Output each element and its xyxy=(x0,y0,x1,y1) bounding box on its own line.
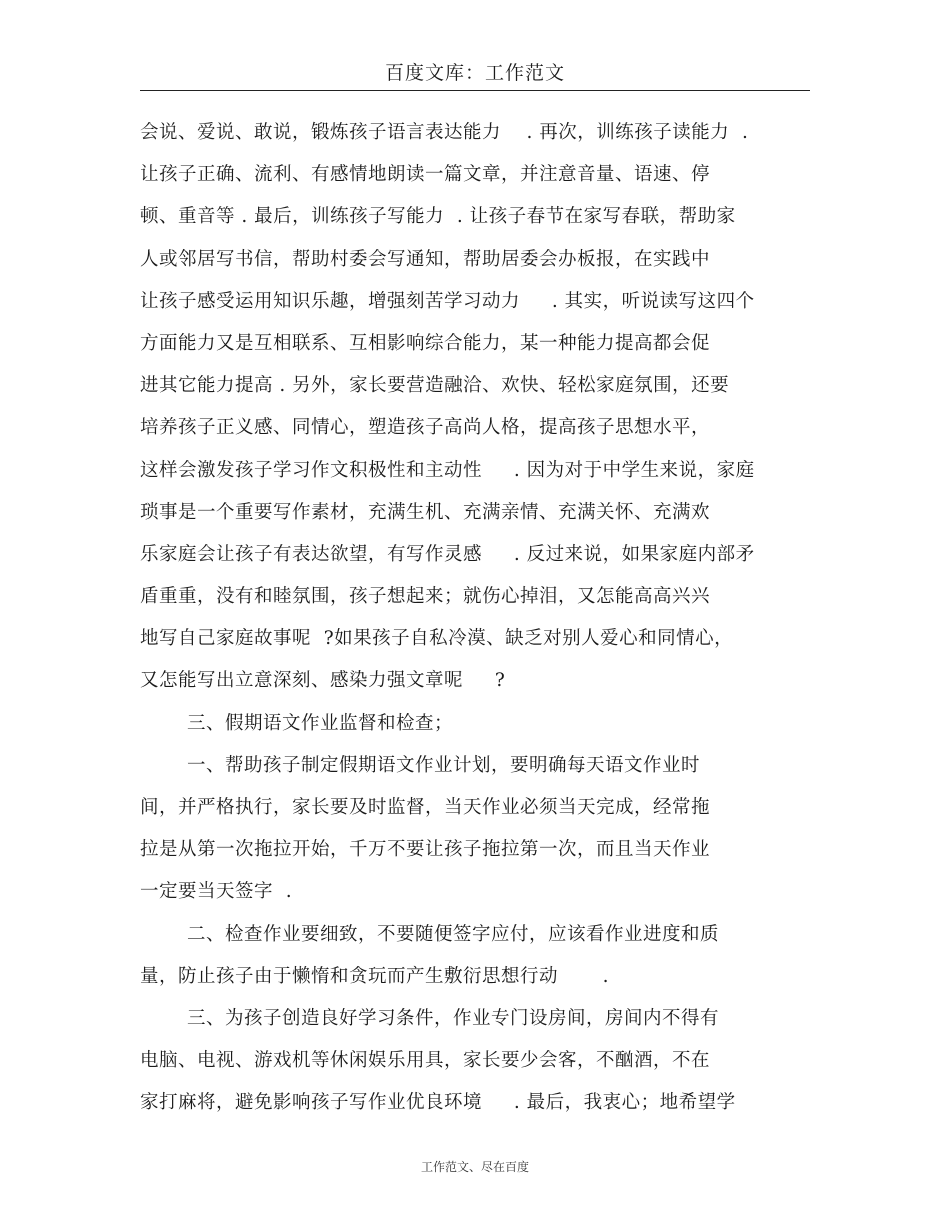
text-line: 顿、重音等 . 最后，训练孩子写能力 . 让孩子春节在家写春联，帮助家 xyxy=(140,206,736,228)
text-line: 盾重重，没有和睦氛围，孩子想起来；就伤心掉泪，又怎能高高兴兴 xyxy=(140,586,711,608)
text-line: 三、假期语文作业监督和检查； xyxy=(187,712,454,734)
text-line: 琐事是一个重要写作素材，充满生机、充满亲情、充满关怀、充满欢 xyxy=(140,501,711,523)
text-line: 一定要当天签字 . xyxy=(140,881,293,903)
document-body xyxy=(140,112,810,1125)
text-line: 家打麻将，避免影响孩子写作业优良环境 . 最后，我衷心；地希望学 xyxy=(140,1092,736,1114)
page-footer: 工作范文、尽在百度 xyxy=(420,1160,529,1174)
text-line: 进其它能力提高 . 另外，家长要营造融洽、欢快、轻松家庭氛围，还要 xyxy=(140,375,730,397)
text-line: 地写自己家庭故事呢 ?如果孩子自私冷漠、缺乏对别人爱心和同情心， xyxy=(140,628,734,650)
text-line: 间，并严格执行，家长要及时监督，当天作业必须当天完成，经常拖 xyxy=(140,797,711,818)
text-line: 培养孩子正义感、同情心，塑造孩子高尚人格，提高孩子思想水平， xyxy=(140,417,711,439)
page-header: 百度文库：工作范文 xyxy=(140,58,810,91)
text-line: 电脑、电视、游戏机等休闲娱乐用具，家长要少会客，不酗酒，不在 xyxy=(140,1050,711,1072)
text-line: 会说、爱说、敢说，锻炼孩子语言表达能力 . 再次，训练孩子读能力 . xyxy=(140,122,749,143)
text-line: 这样会激发孩子学习作文积极性和主动性 . 因为对于中学生来说，家庭 xyxy=(140,459,755,481)
text-line: 让孩子正确、流利、有感情地朗读一篇文章，并注意音量、语速、停 xyxy=(140,164,711,186)
text-line: 二、检查作业要细致，不要随便签字应付，应该看作业进度和质 xyxy=(187,923,720,945)
text-line: 人或邻居写书信，帮助村委会写通知，帮助居委会办板报，在实践中 xyxy=(140,248,711,270)
text-line: 又怎能写出立意深刻、感染力强文章呢 ? xyxy=(140,670,506,692)
text-line: 方面能力又是互相联系、互相影响综合能力，某一种能力提高都会促 xyxy=(140,332,711,354)
text-line: 让孩子感受运用知识乐趣，增强刻苦学习动力 . 其实，听说读写这四个 xyxy=(140,290,755,312)
text-line: 三、为孩子创造良好学习条件，作业专门设房间，房间内不得有 xyxy=(187,1007,720,1029)
text-line: 拉是从第一次拖拉开始，千万不要让孩子拖拉第一次，而且当天作业 xyxy=(140,839,711,861)
text-line: 量，防止孩子由于懒惰和贪玩而产生敷衍思想行动 . xyxy=(140,965,610,987)
text-line: 乐家庭会让孩子有表达欲望，有写作灵感 . 反过来说，如果家庭内部矛 xyxy=(140,543,755,565)
text-line: 一、帮助孩子制定假期语文作业计划，要明确每天语文作业时 xyxy=(187,754,701,776)
